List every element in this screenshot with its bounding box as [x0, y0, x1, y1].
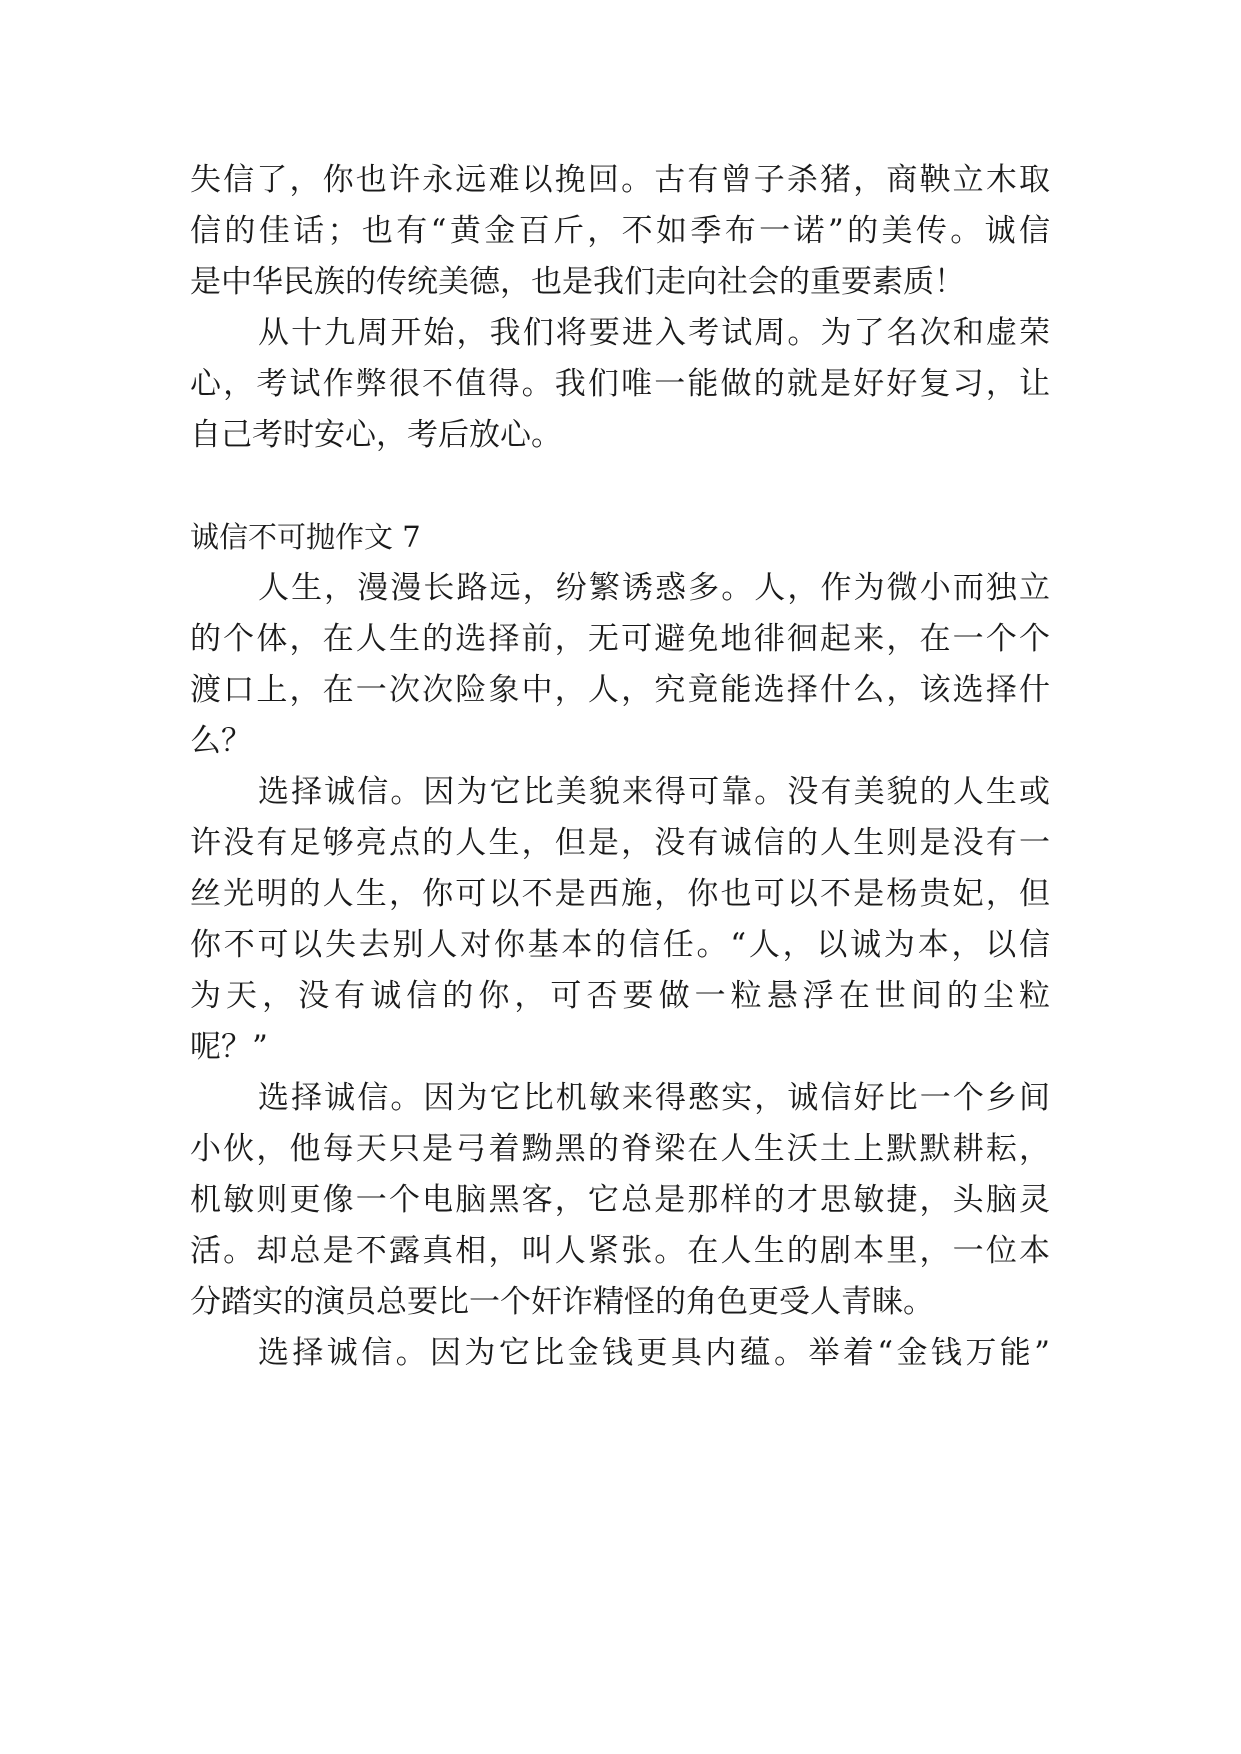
- text-line: 选择诚信。因为它比机敏来得憨实，诚信好比一个乡间: [258, 1080, 1050, 1116]
- text-line: 从十九周开始，我们将要进入考试周。为了名次和虚荣: [258, 315, 1050, 351]
- text-line: 呢？”: [190, 1029, 268, 1065]
- text-line: 选择诚信。因为它比美貌来得可靠。没有美貌的人生或: [258, 774, 1050, 810]
- text-line: 是中华民族的传统美德，也是我们走向社会的重要素质！: [190, 264, 965, 300]
- text-line: 的个体，在人生的选择前，无可避免地徘徊起来，在一个个: [190, 621, 1050, 657]
- text-line: 心，考试作弊很不值得。我们唯一能做的就是好好复习，让: [190, 366, 1050, 402]
- text-line: 活。却总是不露真相，叫人紧张。在人生的剧本里，一位本: [190, 1233, 1050, 1269]
- text-line: 自己考时安心，考后放心。: [190, 417, 562, 453]
- text-line: 人生，漫漫长路远，纷繁诱惑多。人，作为微小而独立: [258, 570, 1050, 606]
- text-line: 你不可以失去别人对你基本的信任。“人，以诚为本，以信: [190, 927, 1050, 963]
- text-line: 机敏则更像一个电脑黑客，它总是那样的才思敏捷，头脑灵: [190, 1182, 1050, 1218]
- text-line: 小伙，他每天只是弓着黝黑的脊梁在人生沃土上默默耕耘，: [190, 1131, 1050, 1167]
- text-line: 丝光明的人生，你可以不是西施，你也可以不是杨贵妃，但: [190, 876, 1050, 912]
- text-line: 信的佳话；也有“黄金百斤，不如季布一诺”的美传。诚信: [190, 213, 1050, 249]
- text-line: 选择诚信。因为它比金钱更具内蕴。举着“金钱万能”: [258, 1335, 1050, 1371]
- text-line: 为天，没有诚信的你，可否要做一粒悬浮在世间的尘粒: [190, 978, 1050, 1014]
- text-line: 分踏实的演员总要比一个奸诈精怪的角色更受人青睐。: [190, 1284, 934, 1320]
- text-line: 渡口上，在一次次险象中，人，究竟能选择什么，该选择什: [190, 672, 1050, 708]
- text-line: 失信了，你也许永远难以挽回。古有曾子杀猪，商鞅立木取: [190, 162, 1050, 198]
- text-line: 么？: [190, 723, 252, 759]
- text-line: 许没有足够亮点的人生，但是，没有诚信的人生则是没有一: [190, 825, 1050, 861]
- section-heading: 诚信不可抛作文 7: [190, 520, 421, 554]
